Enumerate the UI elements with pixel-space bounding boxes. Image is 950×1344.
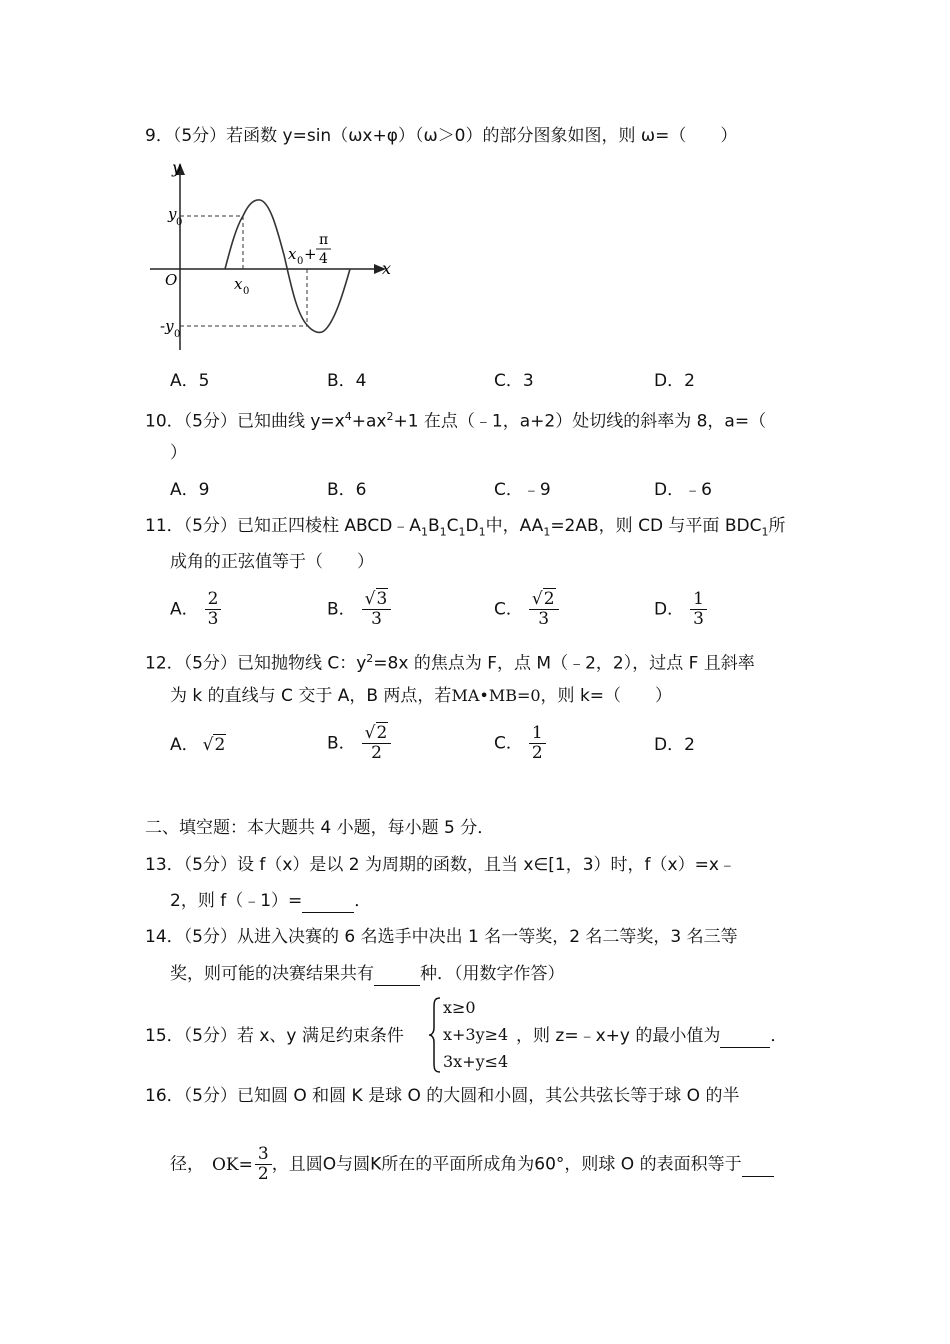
q11-stem: 11．（5分）已知正四棱柱 $ABCD﹣A_1B_1C_1D_1$中，$AA_1=2AB$，则 CD 与平面 $BDC_1$所 [145, 516, 786, 539]
q11-option-c: C． $\frac{√2}{3}$ [494, 590, 559, 629]
q10-option-a: A．9 [170, 480, 210, 500]
q12-stem: 12．（5分）已知抛物线 C：$y^2=8x$ 的焦点为 F，点 M（﹣2，2），过点 F 且斜率 [145, 652, 755, 674]
origin-label: O [165, 271, 178, 289]
constraint-3: 3x+y≤4 [443, 1052, 509, 1071]
x0-label: x [234, 275, 243, 293]
q16-stem-cont: 径， OK= $\frac{3}{2}$ ，且圆O与圆K所在的平面所成角为60°，则球 O 的表面积等于 [170, 1145, 774, 1184]
q14-stem: 14．（5分）从进入决赛的 6 名选手中决出 1 名一等奖，2 名二等奖，3 名三等 [145, 927, 738, 947]
q13-stem-cont: 2，则 f（﹣1）= ． [170, 891, 372, 911]
x0-pi4-four: 4 [319, 251, 328, 267]
x0-pi4-pi: π [319, 232, 329, 248]
q13-stem: 13．（5分）设 f（x）是以 2 为周期的函数，且当 x∈[1，3）时，f（x）=x﹣ [145, 855, 736, 875]
q11-option-b: B． $\frac{√3}{3}$ [327, 590, 391, 629]
q10-option-d: D．﹣6 [654, 480, 712, 500]
neg-y0-sub: 0 [174, 329, 181, 340]
q12-option-d: D．2 [654, 735, 695, 755]
q15-stem-cont: ，则 z=﹣x+y 的最小值为 ． [516, 1026, 788, 1046]
q12-option-b: B． $\frac{√2}{2}$ [327, 724, 391, 763]
answer-blank [302, 890, 354, 913]
q10-option-c: C．﹣9 [494, 480, 551, 500]
q12-option-c: C． $\frac{1}{2}$ [494, 724, 546, 763]
answer-blank [374, 963, 420, 986]
neg-y0-label: -y [160, 317, 174, 335]
x0-sub: 0 [243, 286, 250, 297]
q11-stem-cont: 成角的正弦值等于（ ） [170, 552, 374, 572]
x0-pi4-x: x [288, 245, 297, 263]
q9-stem: 9．（5分）若函数 y=sin（ωx+φ）（ω＞0）的部分图象如图，则 ω=（ ） [145, 126, 738, 146]
q16-stem: 16．（5分）已知圆 O 和圆 K 是球 O 的大圆和小圆，其公共弦长等于球 O 的半 [145, 1086, 740, 1106]
q9-option-d: D．2 [654, 371, 695, 391]
q9-option-b: B．4 [327, 371, 367, 391]
sine-graph [150, 155, 400, 355]
x0-pi4-sub: 0 [297, 256, 304, 267]
q9-option-c: C．3 [494, 371, 534, 391]
q10-stem-cont: ） [170, 443, 187, 463]
y0-label: y [168, 205, 177, 223]
axis-y-label: y [172, 158, 182, 177]
constraint-1: x≥0 [443, 998, 476, 1017]
q10-option-b: B．6 [327, 480, 367, 500]
x0-pi4-plus: + [304, 245, 317, 263]
q12-stem-cont: 为 k 的直线与 C 交于 A，B 两点，若MA•MB=0，则 k=（ ） [170, 686, 673, 706]
q10-stem: 10．（5分）已知曲线 $y=x^4+ax^2+1$ 在点（﹣1，a+2）处切线的斜率为 8，a=（ [145, 410, 767, 432]
answer-blank [742, 1154, 774, 1177]
constraint-2: x+3y≥4 [443, 1025, 509, 1044]
q11-option-a: A． $\frac{2}{3}$ [170, 590, 221, 629]
section-2-heading: 二、填空题：本大题共 4 小题，每小题 5 分． [145, 818, 495, 838]
q11-option-d: D． $\frac{1}{3}$ [654, 590, 707, 629]
axis-x-label: x [382, 259, 392, 278]
constraint-brace [428, 996, 442, 1074]
vector-expression: MA•MB=0 [451, 686, 541, 705]
q14-stem-cont: 奖，则可能的决赛结果共有 种．（用数字作答） [170, 964, 565, 984]
answer-blank [720, 1025, 770, 1048]
q12-option-a: A． √2 [170, 735, 226, 755]
y0-sub: 0 [176, 217, 183, 228]
q15-stem: 15．（5分）若 x、y 满足约束条件 [145, 1026, 404, 1046]
q9-option-a: A．5 [170, 371, 210, 391]
